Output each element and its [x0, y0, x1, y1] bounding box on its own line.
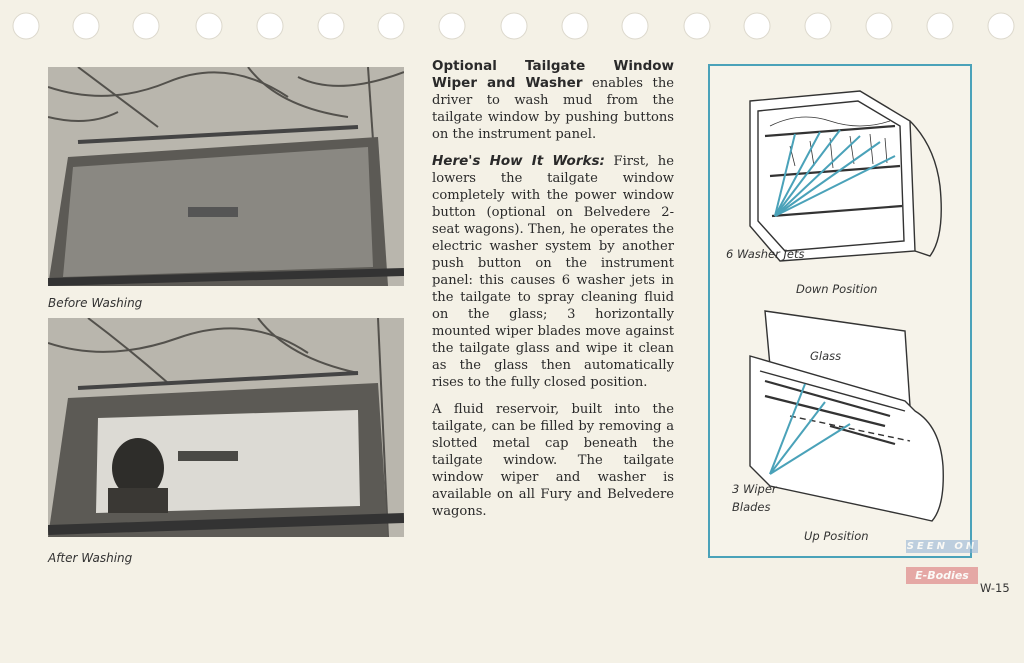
page-number: W-15: [980, 581, 1010, 595]
article-paragraph-1: [432, 58, 674, 143]
washer-jets-label: 6 Washer Jets: [726, 247, 805, 261]
watermark-line2: E-Bodies: [906, 567, 978, 584]
up-position-label: Up Position: [804, 529, 869, 543]
article-paragraph-3: A fluid reservoir, built into the tailgate, can be filled by removing a slotted metal cap beneath the tailgate window. The tailgate window wiper and washer is available on all Fury and Belvedere wagons.: [432, 402, 674, 519]
after-washing-caption: After Washing: [48, 551, 133, 565]
down-position-label: Down Position: [796, 282, 878, 296]
before-washing-caption: Before Washing: [48, 296, 143, 310]
wiper-blades-label-line1: 3 Wiper: [732, 482, 777, 496]
after-washing-photo: [48, 318, 404, 537]
paragraph-2-body: First, he lowers the tailgate window completely with the power window button (optional on Belvedere 2-seat wagons). Then, he operates the electric washer system by another push button on the instrument panel: this causes 6 washer jets in the tailgate to spray cleaning fluid on the glass; 3 horizontally mounted wiper blades move against the tailgate glass and wipe it clean as the glass then automatically rises to the fully closed position.: [432, 154, 674, 390]
paragraph-1-lead: Optional Tailgate Window Wiper and Washer: [432, 58, 674, 91]
wiper-blades-label-line2: Blades: [732, 500, 771, 514]
tailgate-diagram: [708, 64, 972, 558]
article-paragraph-2: [432, 153, 674, 391]
article-text: [432, 58, 674, 530]
paragraph-2-lead: Here's How It Works:: [432, 153, 605, 169]
before-washing-photo: [48, 67, 404, 286]
watermark: [906, 540, 978, 584]
glass-label: Glass: [810, 349, 842, 363]
paragraph-1-body: enables the driver to wash mud from the tailgate window by pushing buttons on the instrument panel.: [432, 76, 674, 142]
watermark-line1: SEEN ON: [906, 541, 978, 552]
binder-holes: [0, 0, 1024, 44]
